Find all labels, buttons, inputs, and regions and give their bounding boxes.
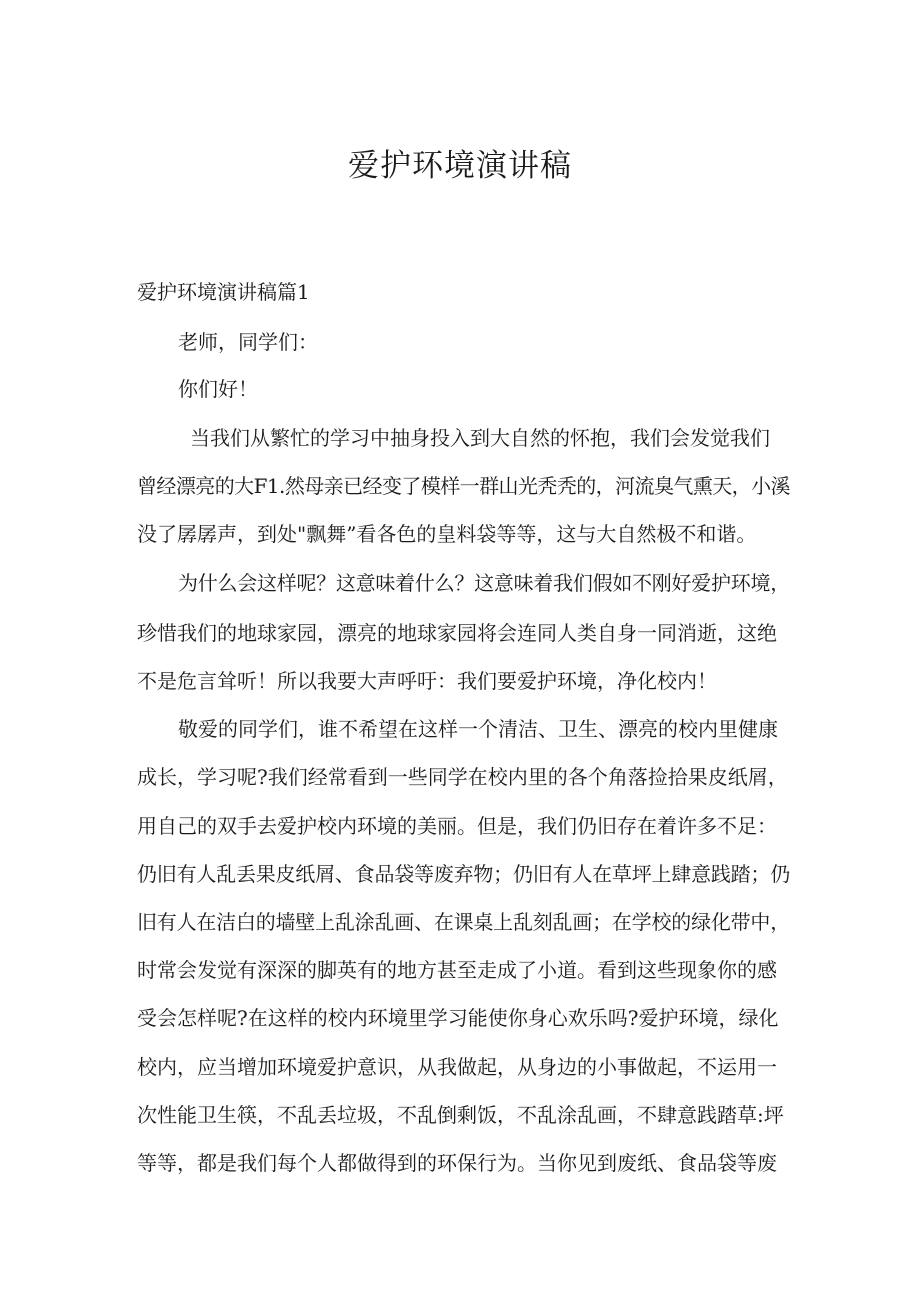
text-line: 你们好！ — [178, 377, 258, 401]
text-line: 不是危言耸听！所以我要大声呼吁：我们要爱护环境，净化校内！ — [137, 669, 717, 693]
text-line: 校内，应当增加环境爱护意识，从我做起，从身边的小事做起，不运用一 — [137, 1055, 777, 1079]
text-line: 为什么会这样呢？这意味着什么？这意味着我们假如不刚好爱护环境， — [178, 571, 791, 595]
text-line: 敬爱的同学们，谁不希望在这样一个清洁、卫生、漂亮的校内里健康 — [178, 717, 778, 741]
text-line: 仍旧有人乱丢果皮纸屑、食品袋等废弃物；仍旧有人在草坪上肆意践踏；仍 — [137, 862, 791, 886]
section-heading: 爱护环境演讲稿篇1 — [137, 280, 310, 304]
text-line: 受会怎样呢?在这样的校内环境里学习能使你身心欢乐吗?爱护环境，绿化 — [137, 1006, 779, 1030]
text-line: 老师，同学们： — [178, 330, 318, 354]
text-line: 成长，学习呢?我们经常看到一些同学在校内里的各个角落捡拾果皮纸屑， — [137, 765, 788, 789]
text-line: 没了孱孱声，到处"飘舞”看各色的皇料袋等等，这与大自然极不和谐。 — [137, 522, 757, 546]
text-line: 等等，都是我们每个人都做得到的环保行为。当你见到废纸、食品袋等废 — [137, 1151, 777, 1175]
text-line: 次性能卫生筷，不乱丢垃圾，不乱倒剩饭，不乱涂乱画，不肆意践踏草:坪 — [137, 1103, 784, 1127]
text-line: 当我们从繁忙的学习中抽身投入到大自然的怀抱，我们会发觉我们 — [190, 426, 770, 450]
text-line: 时常会发觉有深深的脚英有的地方甚至走成了小道。看到这些现象你的感 — [137, 958, 777, 982]
text-line: 旧有人在洁白的墙壁上乱涂乱画、在课桌上乱刻乱画；在学校的绿化带中， — [137, 910, 791, 934]
text-line: 曾经漂亮的大F1.然母亲已经变了模样一群山光秃秃的，河流臭气熏天，小溪 — [137, 474, 790, 498]
document-title: 爱护环境演讲稿 — [348, 148, 572, 184]
text-line: 珍惜我们的地球家园，漂亮的地球家园将会连同人类自身一同消逝，这绝 — [137, 621, 777, 645]
text-line: 用自己的双手去爱护校内环境的美丽。但是，我们仍旧存在着许多不足： — [137, 814, 777, 838]
